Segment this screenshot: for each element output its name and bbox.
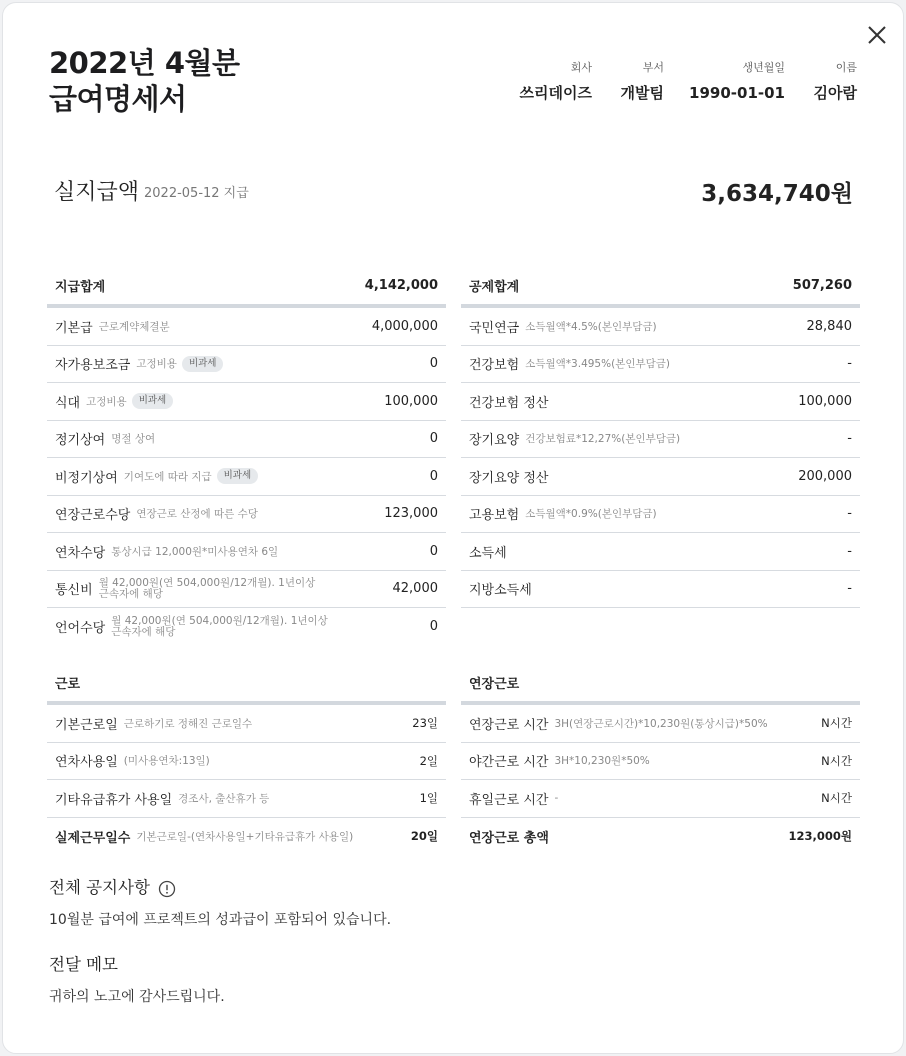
table-row <box>461 571 860 609</box>
row-name: 기본급 <box>55 320 93 336</box>
net-pay-amount: 3,634,740원 <box>701 181 853 207</box>
birthdate-info <box>689 61 785 102</box>
deductions-table <box>461 266 860 608</box>
table-row <box>461 818 860 856</box>
row-name: 장기요양 정산 <box>469 470 549 486</box>
table-row <box>461 705 860 743</box>
row-desc: 월 42,000원(연 504,000원/12개월). 1년이상 근속자에 해당 <box>98 576 316 600</box>
row-desc: 경조사, 출산휴가 등 <box>178 792 270 805</box>
net-pay-label: 실지급액 <box>54 180 140 205</box>
row-desc: 기본근로일-(연차사용일+기타유급휴가 사용일) <box>136 830 354 843</box>
department-value: 개발팀 <box>620 84 664 102</box>
row-name: 연장근로 총액 <box>469 830 549 846</box>
notice-text: 10월분 급여에 프로젝트의 성과급이 포함되어 있습니다. <box>49 912 392 928</box>
row-value: 0 <box>429 468 438 484</box>
page-title <box>49 45 240 117</box>
row-desc: 고정비용 <box>136 358 177 371</box>
row-desc: 기여도에 따라 지급 <box>123 470 212 483</box>
row-desc: 소득월액*0.9%(본인부담금) <box>525 508 657 521</box>
title-period: 2022년 4월분 <box>49 46 240 80</box>
payments-header-label: 지급합계 <box>55 279 106 295</box>
row-value: 4,000,000 <box>371 318 438 334</box>
row-value: - <box>847 431 852 447</box>
table-row <box>47 421 446 459</box>
row-desc: 통상시급 12,000원*미사용연차 6일 <box>111 545 279 558</box>
row-desc: 3H(연장근로시간)*10,230원(통상시급)*50% <box>554 717 768 730</box>
table-row <box>461 780 860 818</box>
row-value: - <box>847 506 852 522</box>
deductions-header-value: 507,260 <box>792 277 852 293</box>
row-value: N시간 <box>821 791 852 806</box>
table-row <box>461 533 860 571</box>
birthdate-label: 생년월일 <box>742 61 785 74</box>
overtime-header-label: 연장근로 <box>469 676 520 692</box>
row-name: 연차수당 <box>55 545 106 561</box>
row-name: 건강보험 정산 <box>469 395 549 411</box>
row-value: 200,000 <box>798 468 852 484</box>
table-row <box>47 818 446 856</box>
row-desc: 소득월액*4.5%(본인부담금) <box>525 320 657 333</box>
table-row <box>47 346 446 384</box>
name-info <box>814 61 857 102</box>
work-header <box>47 663 446 705</box>
row-value: - <box>847 581 852 597</box>
row-name: 연차사용일 <box>55 755 118 771</box>
net-pay-date: 2022-05-12 지급 <box>144 186 249 201</box>
table-row <box>461 496 860 534</box>
table-row <box>47 571 446 609</box>
birthdate-value: 1990-01-01 <box>689 84 785 102</box>
memo-title: 전달 메모 <box>49 955 119 974</box>
tax-exempt-badge: 비과세 <box>182 356 224 372</box>
row-value: 0 <box>429 619 438 635</box>
deductions-header <box>461 266 860 308</box>
department-info <box>621 61 664 102</box>
payments-header <box>47 266 446 308</box>
row-value: 100,000 <box>384 393 438 409</box>
row-desc: 건강보험료*12,27%(본인부담금) <box>525 433 681 446</box>
row-name: 정기상여 <box>55 433 106 449</box>
row-desc: 연장근로 산정에 따른 수당 <box>136 508 258 521</box>
table-row <box>461 458 860 496</box>
row-value: 0 <box>429 356 438 372</box>
name-value: 김아람 <box>813 84 857 102</box>
row-value: 123,000 <box>384 506 438 522</box>
memo-text: 귀하의 노고에 감사드립니다. <box>49 989 225 1005</box>
row-desc: 3H*10,230원*50% <box>554 755 650 768</box>
row-name: 실제근무일수 <box>55 830 131 846</box>
table-row <box>47 308 446 346</box>
info-circle-icon <box>158 880 176 898</box>
row-value: 23일 <box>412 716 438 731</box>
tax-exempt-badge: 비과세 <box>132 393 174 409</box>
table-row <box>47 496 446 534</box>
name-label: 이름 <box>835 61 857 74</box>
row-name: 통신비 <box>55 583 93 599</box>
table-row <box>47 458 446 496</box>
company-value: 쓰리데이즈 <box>519 84 592 102</box>
row-value: 2일 <box>419 753 438 768</box>
payslip-card <box>2 2 904 1054</box>
row-value: 28,840 <box>806 318 852 334</box>
row-name: 지방소득세 <box>469 583 532 599</box>
row-desc: - <box>554 792 559 805</box>
row-name: 건강보험 <box>469 358 520 374</box>
deductions-header-label: 공제합계 <box>469 279 520 295</box>
table-row <box>461 308 860 346</box>
row-value: 123,000원 <box>788 829 852 844</box>
row-name: 장기요양 <box>469 433 520 449</box>
row-desc: 명절 상여 <box>111 433 156 446</box>
row-name: 소득세 <box>469 545 507 561</box>
row-value: - <box>847 543 852 559</box>
company-label: 회사 <box>570 61 592 74</box>
work-header-label: 근로 <box>55 676 81 692</box>
table-row <box>461 346 860 384</box>
row-value: N시간 <box>821 753 852 768</box>
row-name: 자가용보조금 <box>55 358 131 374</box>
row-value: - <box>847 356 852 372</box>
row-desc: 근로하기로 정해진 근로일수 <box>123 717 253 730</box>
department-label: 부서 <box>642 61 664 74</box>
row-value: 100,000 <box>798 393 852 409</box>
table-row <box>47 743 446 781</box>
row-desc: 월 42,000원(연 504,000원/12개월). 1년이상 근속자에 해당 <box>111 614 328 638</box>
row-name: 식대 <box>55 395 81 411</box>
table-row <box>47 383 446 421</box>
row-name: 국민연금 <box>469 320 520 336</box>
table-row <box>461 743 860 781</box>
row-desc: 근로계약체결분 <box>98 320 170 333</box>
row-desc: (미사용연차:13일) <box>123 755 210 768</box>
row-value: N시간 <box>821 716 852 731</box>
company-info <box>520 61 592 102</box>
row-name: 연장근로수당 <box>55 508 131 524</box>
overtime-table <box>461 663 860 855</box>
row-desc: 고정비용 <box>86 395 127 408</box>
row-name: 언어수당 <box>55 621 106 637</box>
row-value: 20일 <box>410 829 438 844</box>
overtime-header <box>461 663 860 705</box>
table-row <box>47 533 446 571</box>
row-value: 0 <box>429 431 438 447</box>
row-value: 42,000 <box>392 581 438 597</box>
tax-exempt-badge: 비과세 <box>217 468 259 484</box>
notice-title: 전체 공지사항 <box>49 878 150 897</box>
row-value: 0 <box>429 543 438 559</box>
table-row <box>47 608 446 646</box>
row-name: 연장근로 시간 <box>469 717 549 733</box>
payments-table <box>47 266 446 646</box>
row-value: 1일 <box>419 791 438 806</box>
close-icon[interactable] <box>866 24 888 46</box>
table-row <box>461 383 860 421</box>
row-name: 비정기상여 <box>55 470 118 486</box>
row-name: 기타유급휴가 사용일 <box>55 792 173 808</box>
row-name: 야간근로 시간 <box>469 755 549 771</box>
payments-header-value: 4,142,000 <box>364 277 438 293</box>
table-row <box>47 705 446 743</box>
row-name: 휴일근로 시간 <box>469 792 549 808</box>
row-name: 고용보험 <box>469 508 520 524</box>
row-name: 기본근로일 <box>55 717 118 733</box>
table-row <box>461 421 860 459</box>
row-desc: 소득월액*3.495%(본인부담금) <box>525 358 671 371</box>
work-days-table <box>47 663 446 855</box>
title-document: 급여명세서 <box>49 82 187 116</box>
table-row <box>47 780 446 818</box>
